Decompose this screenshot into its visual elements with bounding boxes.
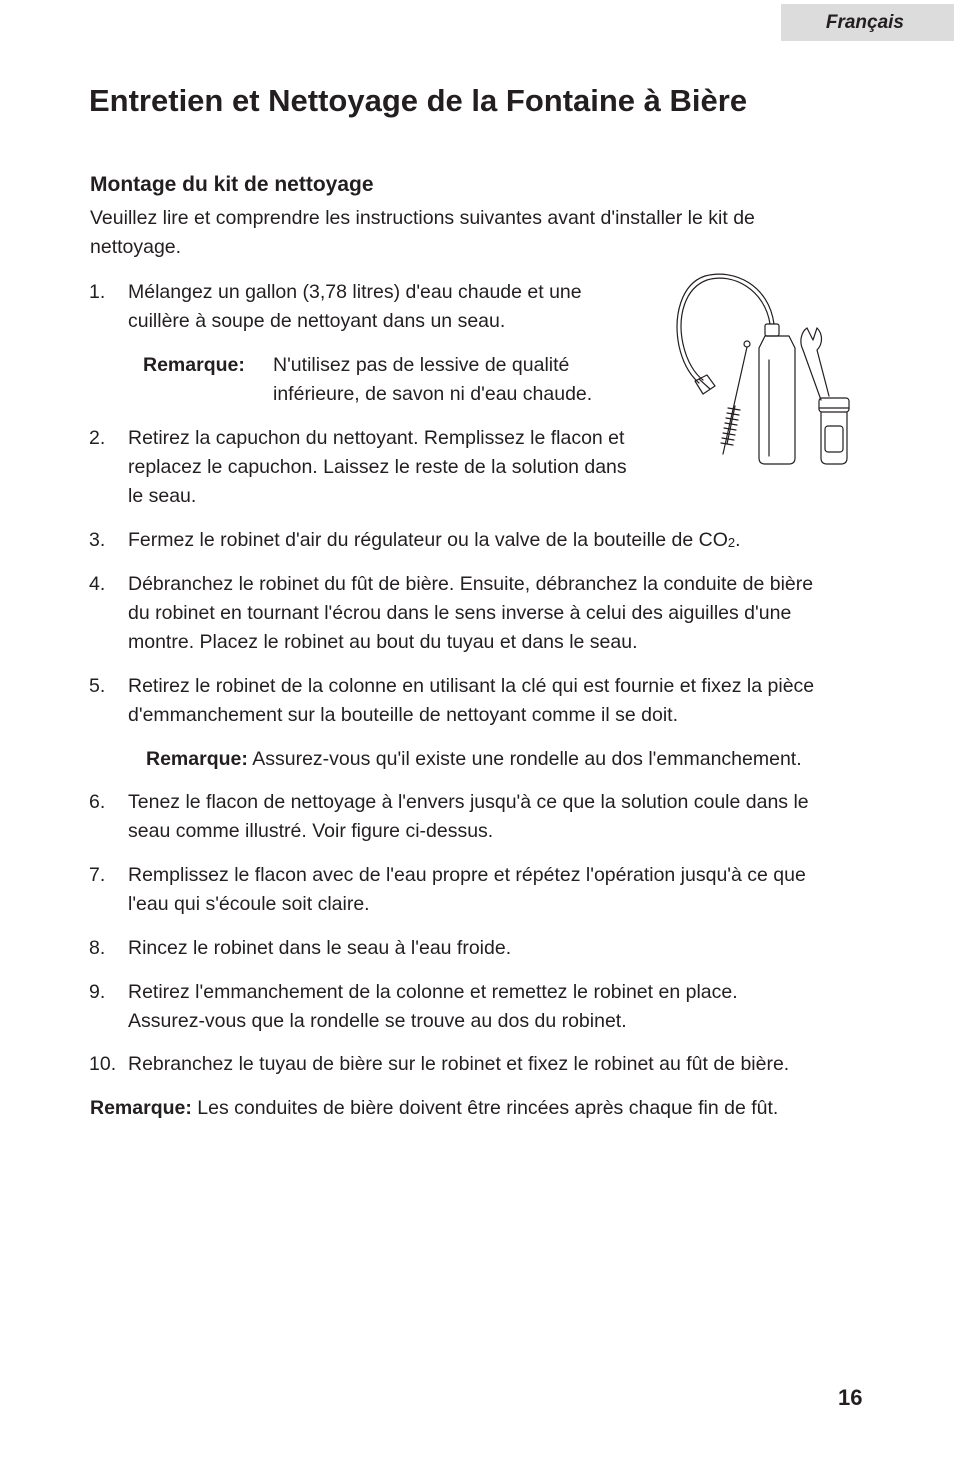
note-2-text: Assurez-vous qu'il existe une rondelle au dos l'emmanchement.: [252, 748, 802, 770]
small-jar: [819, 398, 849, 464]
note-1-line-1: N'utilisez pas de lessive de qualité: [273, 354, 570, 376]
step-7-line-1: Remplissez le flacon avec de l'eau propre et répétez l'opération jusqu'à ce que: [128, 864, 806, 886]
note-label: Remarque:: [90, 1097, 192, 1119]
final-note-text: Les conduites de bière doivent être rincées après chaque fin de fût.: [197, 1097, 779, 1119]
step-number: 10.: [89, 1053, 117, 1075]
cleaning-bottle: [759, 324, 795, 464]
intro-line-1: Veuillez lire et comprendre les instructions suivantes avant d'installer le kit de: [90, 207, 755, 229]
step-4-line-2: du robinet en tournant l'écrou dans le sens inverse à celui des aiguilles d'une: [128, 602, 792, 624]
step-2-line-3: le seau.: [128, 485, 197, 507]
language-label: Français: [825, 11, 904, 33]
step-4-line-3: montre. Placez le robinet au bout du tuyau et dans le seau.: [128, 631, 638, 653]
step-5-line-2: d'emmanchement sur la bouteille de nettoyant comme il se doit.: [128, 704, 679, 726]
step-5-line-1: Retirez le robinet de la colonne en utilisant la clé qui est fournie et fixez la pièce: [128, 675, 815, 697]
step-number: 4.: [89, 573, 106, 595]
step-3-text: [128, 526, 741, 557]
step-number: 5.: [89, 675, 106, 697]
step-6-line-2: seau comme illustré. Voir figure ci-dessus.: [128, 820, 494, 842]
step-3-tail: .: [735, 529, 741, 551]
step-number: 3.: [89, 529, 106, 551]
step-number: 6.: [89, 791, 106, 813]
intro-line-2: nettoyage.: [90, 236, 182, 258]
step-6-line-1: Tenez le flacon de nettoyage à l'envers jusqu'à ce que la solution coule dans le: [128, 791, 809, 813]
step-9-line-2: Assurez-vous que la rondelle se trouve au dos du robinet.: [128, 1010, 627, 1032]
section-heading: Montage du kit de nettoyage: [90, 173, 374, 196]
step-9-line-1: Retirez l'emmanchement de la colonne et remettez le robinet en place.: [128, 981, 738, 1003]
step-4-line-1: Débranchez le robinet du fût de bière. Ensuite, débranchez la conduite de bière: [128, 573, 814, 595]
step-number: 8.: [89, 937, 106, 959]
note-label: Remarque:: [146, 748, 248, 770]
page-number: 16: [838, 1385, 863, 1410]
step-number: 9.: [89, 981, 106, 1003]
language-tab: [781, 4, 954, 41]
step-10-line-1: Rebranchez le tuyau de bière sur le robinet et fixez le robinet au fût de bière.: [128, 1053, 790, 1075]
final-note: [90, 1094, 778, 1124]
step-number: 7.: [89, 864, 106, 886]
page-title: Entretien et Nettoyage de la Fontaine à Bière: [89, 83, 748, 118]
step-1-line-1: Mélangez un gallon (3,78 litres) d'eau chaude et une: [128, 281, 582, 303]
cleaning-kit-illustration: [673, 268, 865, 472]
hose-nut: [695, 375, 715, 394]
step-2-line-1: Retirez la capuchon du nettoyant. Remplissez le flacon et: [128, 427, 625, 449]
step-3-main: Fermez le robinet d'air du régulateur ou la valve de la bouteille de CO: [128, 529, 728, 551]
note-label: Remarque:: [143, 354, 245, 376]
note-1-line-2: inférieure, de savon ni d'eau chaude.: [273, 383, 593, 405]
step-number: 2.: [89, 427, 106, 449]
step-7-line-2: l'eau qui s'écoule soit claire.: [128, 893, 370, 915]
wrench: [801, 328, 829, 400]
step-1-line-2: cuillère à soupe de nettoyant dans un seau.: [128, 310, 506, 332]
co2-subscript: 2: [727, 535, 736, 550]
step-number: 1.: [89, 281, 106, 303]
cleaning-brush: [721, 341, 750, 454]
step-8-line-1: Rincez le robinet dans le seau à l'eau froide.: [128, 937, 512, 959]
note-2: [146, 745, 802, 775]
step-2-line-2: replacez le capuchon. Laissez le reste de la solution dans: [128, 456, 627, 478]
